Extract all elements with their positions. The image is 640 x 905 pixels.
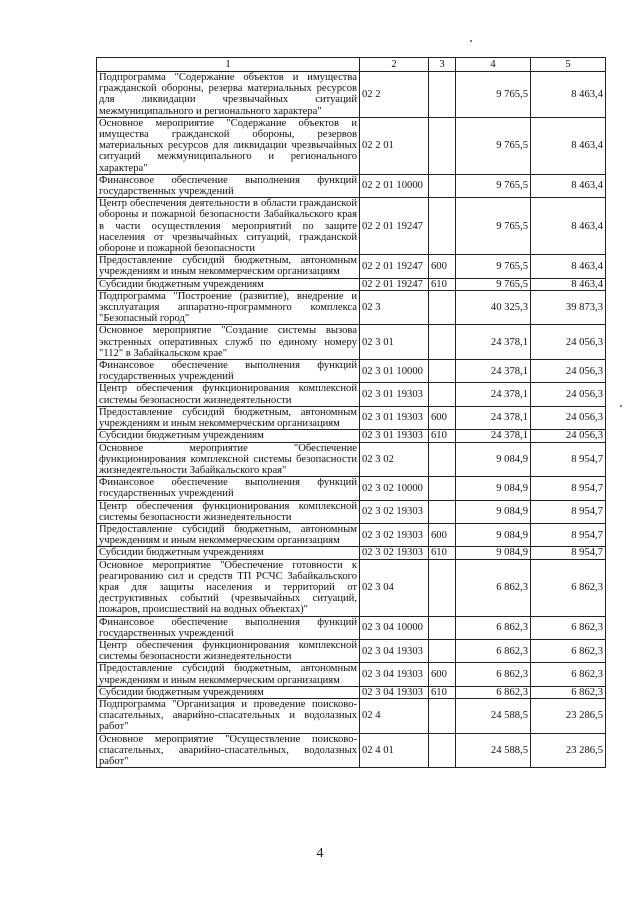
row-value-2019-cell: 9 765,5 xyxy=(456,174,531,197)
row-code-cell: 02 3 01 10000 xyxy=(360,360,429,383)
row-vr-cell: 600 xyxy=(429,406,456,429)
row-value-2019-cell: 24 378,1 xyxy=(456,325,531,360)
row-vr-cell xyxy=(429,117,456,174)
row-value-2019-cell: 6 862,3 xyxy=(456,559,531,616)
row-value-2019-cell: 24 588,5 xyxy=(456,698,531,733)
row-code-cell: 02 3 02 19303 xyxy=(360,500,429,523)
row-code-cell: 02 3 04 19303 xyxy=(360,639,429,662)
row-vr-cell: 610 xyxy=(429,686,456,698)
row-value-2020-cell: 24 056,3 xyxy=(531,430,606,442)
table-row xyxy=(97,290,606,325)
row-vr-cell xyxy=(429,383,456,406)
row-value-2019-cell: 24 378,1 xyxy=(456,360,531,383)
table-row xyxy=(97,72,606,118)
row-name-cell: Предоставление субсидий бюджетным, автономным учреждениям и иным некоммерческим организациям xyxy=(97,406,360,429)
row-name-cell: Центр обеспечения функционирования комплексной системы безопасности жизнедеятельности xyxy=(97,383,360,406)
row-value-2020-cell: 8 463,4 xyxy=(531,117,606,174)
table-row xyxy=(97,559,606,616)
row-value-2019-cell: 24 378,1 xyxy=(456,406,531,429)
row-value-2019-cell: 9 765,5 xyxy=(456,278,531,290)
table-row xyxy=(97,616,606,639)
row-code-cell: 02 4 xyxy=(360,698,429,733)
row-name-cell: Центр обеспечения деятельности в области гражданской обороны и пожарной безопасности Забайкальского края в части осуществления мероприятий по защите населения от чрезвычайных ситуаций, гражданской обороне и пожарной безопасности xyxy=(97,198,360,255)
row-vr-cell: 610 xyxy=(429,278,456,290)
row-vr-cell xyxy=(429,500,456,523)
row-name-cell: Финансовое обеспечение выполнения функций государственных учреждений xyxy=(97,616,360,639)
row-value-2019-cell: 9 084,9 xyxy=(456,523,531,546)
row-value-2020-cell: 24 056,3 xyxy=(531,406,606,429)
row-value-2020-cell: 8 954,7 xyxy=(531,523,606,546)
row-name-cell: Основное мероприятие "Обеспечение функционирования комплексной системы безопасности жизнедеятельности Забайкальского края" xyxy=(97,442,360,477)
row-vr-cell xyxy=(429,72,456,118)
row-value-2019-cell: 9 084,9 xyxy=(456,500,531,523)
row-vr-cell: 610 xyxy=(429,430,456,442)
row-value-2019-cell: 9 765,5 xyxy=(456,255,531,278)
table-row xyxy=(97,174,606,197)
row-name-cell: Субсидии бюджетным учреждениям xyxy=(97,686,360,698)
row-code-cell: 02 3 04 10000 xyxy=(360,616,429,639)
row-value-2020-cell: 8 463,4 xyxy=(531,72,606,118)
row-value-2020-cell: 23 286,5 xyxy=(531,733,606,768)
row-code-cell: 02 3 01 xyxy=(360,325,429,360)
row-value-2020-cell: 6 862,3 xyxy=(531,686,606,698)
row-value-2019-cell: 6 862,3 xyxy=(456,663,531,686)
table-header-row xyxy=(97,58,606,72)
row-value-2020-cell: 6 862,3 xyxy=(531,639,606,662)
row-value-2019-cell: 9 765,5 xyxy=(456,72,531,118)
row-value-2020-cell: 24 056,3 xyxy=(531,383,606,406)
table-row xyxy=(97,500,606,523)
row-vr-cell xyxy=(429,616,456,639)
row-vr-cell xyxy=(429,733,456,768)
column-header: 5 xyxy=(531,58,606,72)
column-header: 2 xyxy=(360,58,429,72)
table-body xyxy=(97,72,606,768)
row-value-2020-cell: 8 463,4 xyxy=(531,255,606,278)
table-row xyxy=(97,198,606,255)
row-code-cell: 02 3 04 19303 xyxy=(360,686,429,698)
row-value-2020-cell: 24 056,3 xyxy=(531,325,606,360)
row-value-2019-cell: 6 862,3 xyxy=(456,686,531,698)
table-row xyxy=(97,383,606,406)
row-vr-cell: 600 xyxy=(429,523,456,546)
row-name-cell: Финансовое обеспечение выполнения функций государственных учреждений xyxy=(97,174,360,197)
row-value-2020-cell: 6 862,3 xyxy=(531,616,606,639)
row-value-2020-cell: 8 954,7 xyxy=(531,477,606,500)
row-name-cell: Финансовое обеспечение выполнения функций государственных учреждений xyxy=(97,477,360,500)
row-value-2020-cell: 8 463,4 xyxy=(531,278,606,290)
table-row xyxy=(97,686,606,698)
row-vr-cell xyxy=(429,639,456,662)
row-vr-cell: 600 xyxy=(429,663,456,686)
row-value-2020-cell: 8 954,7 xyxy=(531,442,606,477)
row-vr-cell xyxy=(429,360,456,383)
row-code-cell: 02 2 01 xyxy=(360,117,429,174)
row-name-cell: Предоставление субсидий бюджетным, автономным учреждениям и иным некоммерческим организациям xyxy=(97,523,360,546)
row-code-cell: 02 2 01 19247 xyxy=(360,278,429,290)
row-vr-cell xyxy=(429,174,456,197)
scan-speck xyxy=(620,405,622,407)
table-row xyxy=(97,255,606,278)
row-vr-cell xyxy=(429,442,456,477)
row-value-2019-cell: 24 378,1 xyxy=(456,430,531,442)
row-value-2020-cell: 8 954,7 xyxy=(531,547,606,559)
row-value-2019-cell: 9 084,9 xyxy=(456,477,531,500)
row-code-cell: 02 3 02 10000 xyxy=(360,477,429,500)
row-vr-cell xyxy=(429,477,456,500)
row-name-cell: Предоставление субсидий бюджетным, автономным учреждениям и иным некоммерческим организациям xyxy=(97,255,360,278)
table-row xyxy=(97,733,606,768)
budget-table xyxy=(96,57,606,768)
row-name-cell: Основное мероприятие "Создание системы вызова экстренных оперативных служб по единому номеру "112" в Забайкальском крае" xyxy=(97,325,360,360)
row-vr-cell xyxy=(429,698,456,733)
table-row xyxy=(97,430,606,442)
row-vr-cell xyxy=(429,325,456,360)
table-row xyxy=(97,325,606,360)
row-name-cell: Подпрограмма "Построение (развитие), внедрение и эксплуатация аппаратно-программного комплекса "Безопасный город" xyxy=(97,290,360,325)
row-vr-cell: 610 xyxy=(429,547,456,559)
row-value-2019-cell: 24 378,1 xyxy=(456,383,531,406)
column-header: 3 xyxy=(429,58,456,72)
row-value-2020-cell: 6 862,3 xyxy=(531,559,606,616)
row-vr-cell xyxy=(429,198,456,255)
row-code-cell: 02 3 04 xyxy=(360,559,429,616)
row-code-cell: 02 2 01 19247 xyxy=(360,198,429,255)
row-code-cell: 02 2 01 19247 xyxy=(360,255,429,278)
page-number: 4 xyxy=(316,846,324,861)
row-name-cell: Подпрограмма "Содержание объектов и имущества гражданской обороны, резерва материальных ресурсов для ликвидации чрезвычайных ситуаций межмуниципального и регионального характера" xyxy=(97,72,360,118)
row-name-cell: Основное мероприятие "Обеспечение готовности к реагированию сил и средств ТП РСЧС Забайкальского края для защиты населения и территорий от деструктивных событий (чрезвычайных ситуаций, пожаров, происшествий на водных объектах)" xyxy=(97,559,360,616)
table-row xyxy=(97,360,606,383)
row-name-cell: Финансовое обеспечение выполнения функций государственных учреждений xyxy=(97,360,360,383)
row-value-2019-cell: 9 765,5 xyxy=(456,198,531,255)
row-code-cell: 02 3 xyxy=(360,290,429,325)
column-header: 1 xyxy=(97,58,360,72)
row-value-2020-cell: 8 463,4 xyxy=(531,174,606,197)
row-vr-cell xyxy=(429,559,456,616)
table-row xyxy=(97,547,606,559)
row-value-2020-cell: 39 873,3 xyxy=(531,290,606,325)
row-vr-cell: 600 xyxy=(429,255,456,278)
row-name-cell: Центр обеспечения функционирования комплексной системы безопасности жизнедеятельности xyxy=(97,500,360,523)
row-name-cell: Центр обеспечения функционирования комплексной системы безопасности жизнедеятельности xyxy=(97,639,360,662)
row-code-cell: 02 2 01 10000 xyxy=(360,174,429,197)
row-value-2020-cell: 6 862,3 xyxy=(531,663,606,686)
row-code-cell: 02 3 01 19303 xyxy=(360,430,429,442)
table-row xyxy=(97,477,606,500)
table-row xyxy=(97,639,606,662)
row-code-cell: 02 3 01 19303 xyxy=(360,383,429,406)
table-row xyxy=(97,663,606,686)
table-row xyxy=(97,117,606,174)
row-name-cell: Подпрограмма "Организация и проведение поисково-спасательных, аварийно-спасательных и водолазных работ" xyxy=(97,698,360,733)
row-value-2020-cell: 8 463,4 xyxy=(531,198,606,255)
row-value-2019-cell: 9 765,5 xyxy=(456,117,531,174)
row-code-cell: 02 2 xyxy=(360,72,429,118)
row-code-cell: 02 3 04 19303 xyxy=(360,663,429,686)
row-name-cell: Субсидии бюджетным учреждениям xyxy=(97,278,360,290)
table-row xyxy=(97,278,606,290)
row-code-cell: 02 3 02 19303 xyxy=(360,523,429,546)
row-value-2019-cell: 40 325,3 xyxy=(456,290,531,325)
row-vr-cell xyxy=(429,290,456,325)
scan-speck xyxy=(470,40,472,42)
row-value-2019-cell: 9 084,9 xyxy=(456,442,531,477)
row-value-2020-cell: 23 286,5 xyxy=(531,698,606,733)
row-name-cell: Основное мероприятие "Осуществление поисково-спасательных, аварийно-спасательных, водолазных работ" xyxy=(97,733,360,768)
row-code-cell: 02 4 01 xyxy=(360,733,429,768)
row-name-cell: Субсидии бюджетным учреждениям xyxy=(97,430,360,442)
row-code-cell: 02 3 02 xyxy=(360,442,429,477)
row-value-2020-cell: 24 056,3 xyxy=(531,360,606,383)
table-row xyxy=(97,698,606,733)
table-row xyxy=(97,406,606,429)
row-value-2020-cell: 8 954,7 xyxy=(531,500,606,523)
row-name-cell: Предоставление субсидий бюджетным, автономным учреждениям и иным некоммерческим организациям xyxy=(97,663,360,686)
row-value-2019-cell: 6 862,3 xyxy=(456,616,531,639)
column-header: 4 xyxy=(456,58,531,72)
row-name-cell: Основное мероприятие "Содержание объектов и имущества гражданской обороны, резервов материальных ресурсов для ликвидации чрезвычайных ситуаций межмуниципального и регионального характера" xyxy=(97,117,360,174)
row-code-cell: 02 3 01 19303 xyxy=(360,406,429,429)
table-row xyxy=(97,523,606,546)
table-row xyxy=(97,442,606,477)
row-value-2019-cell: 9 084,9 xyxy=(456,547,531,559)
row-value-2019-cell: 6 862,3 xyxy=(456,639,531,662)
row-value-2019-cell: 24 588,5 xyxy=(456,733,531,768)
row-code-cell: 02 3 02 19303 xyxy=(360,547,429,559)
row-name-cell: Субсидии бюджетным учреждениям xyxy=(97,547,360,559)
